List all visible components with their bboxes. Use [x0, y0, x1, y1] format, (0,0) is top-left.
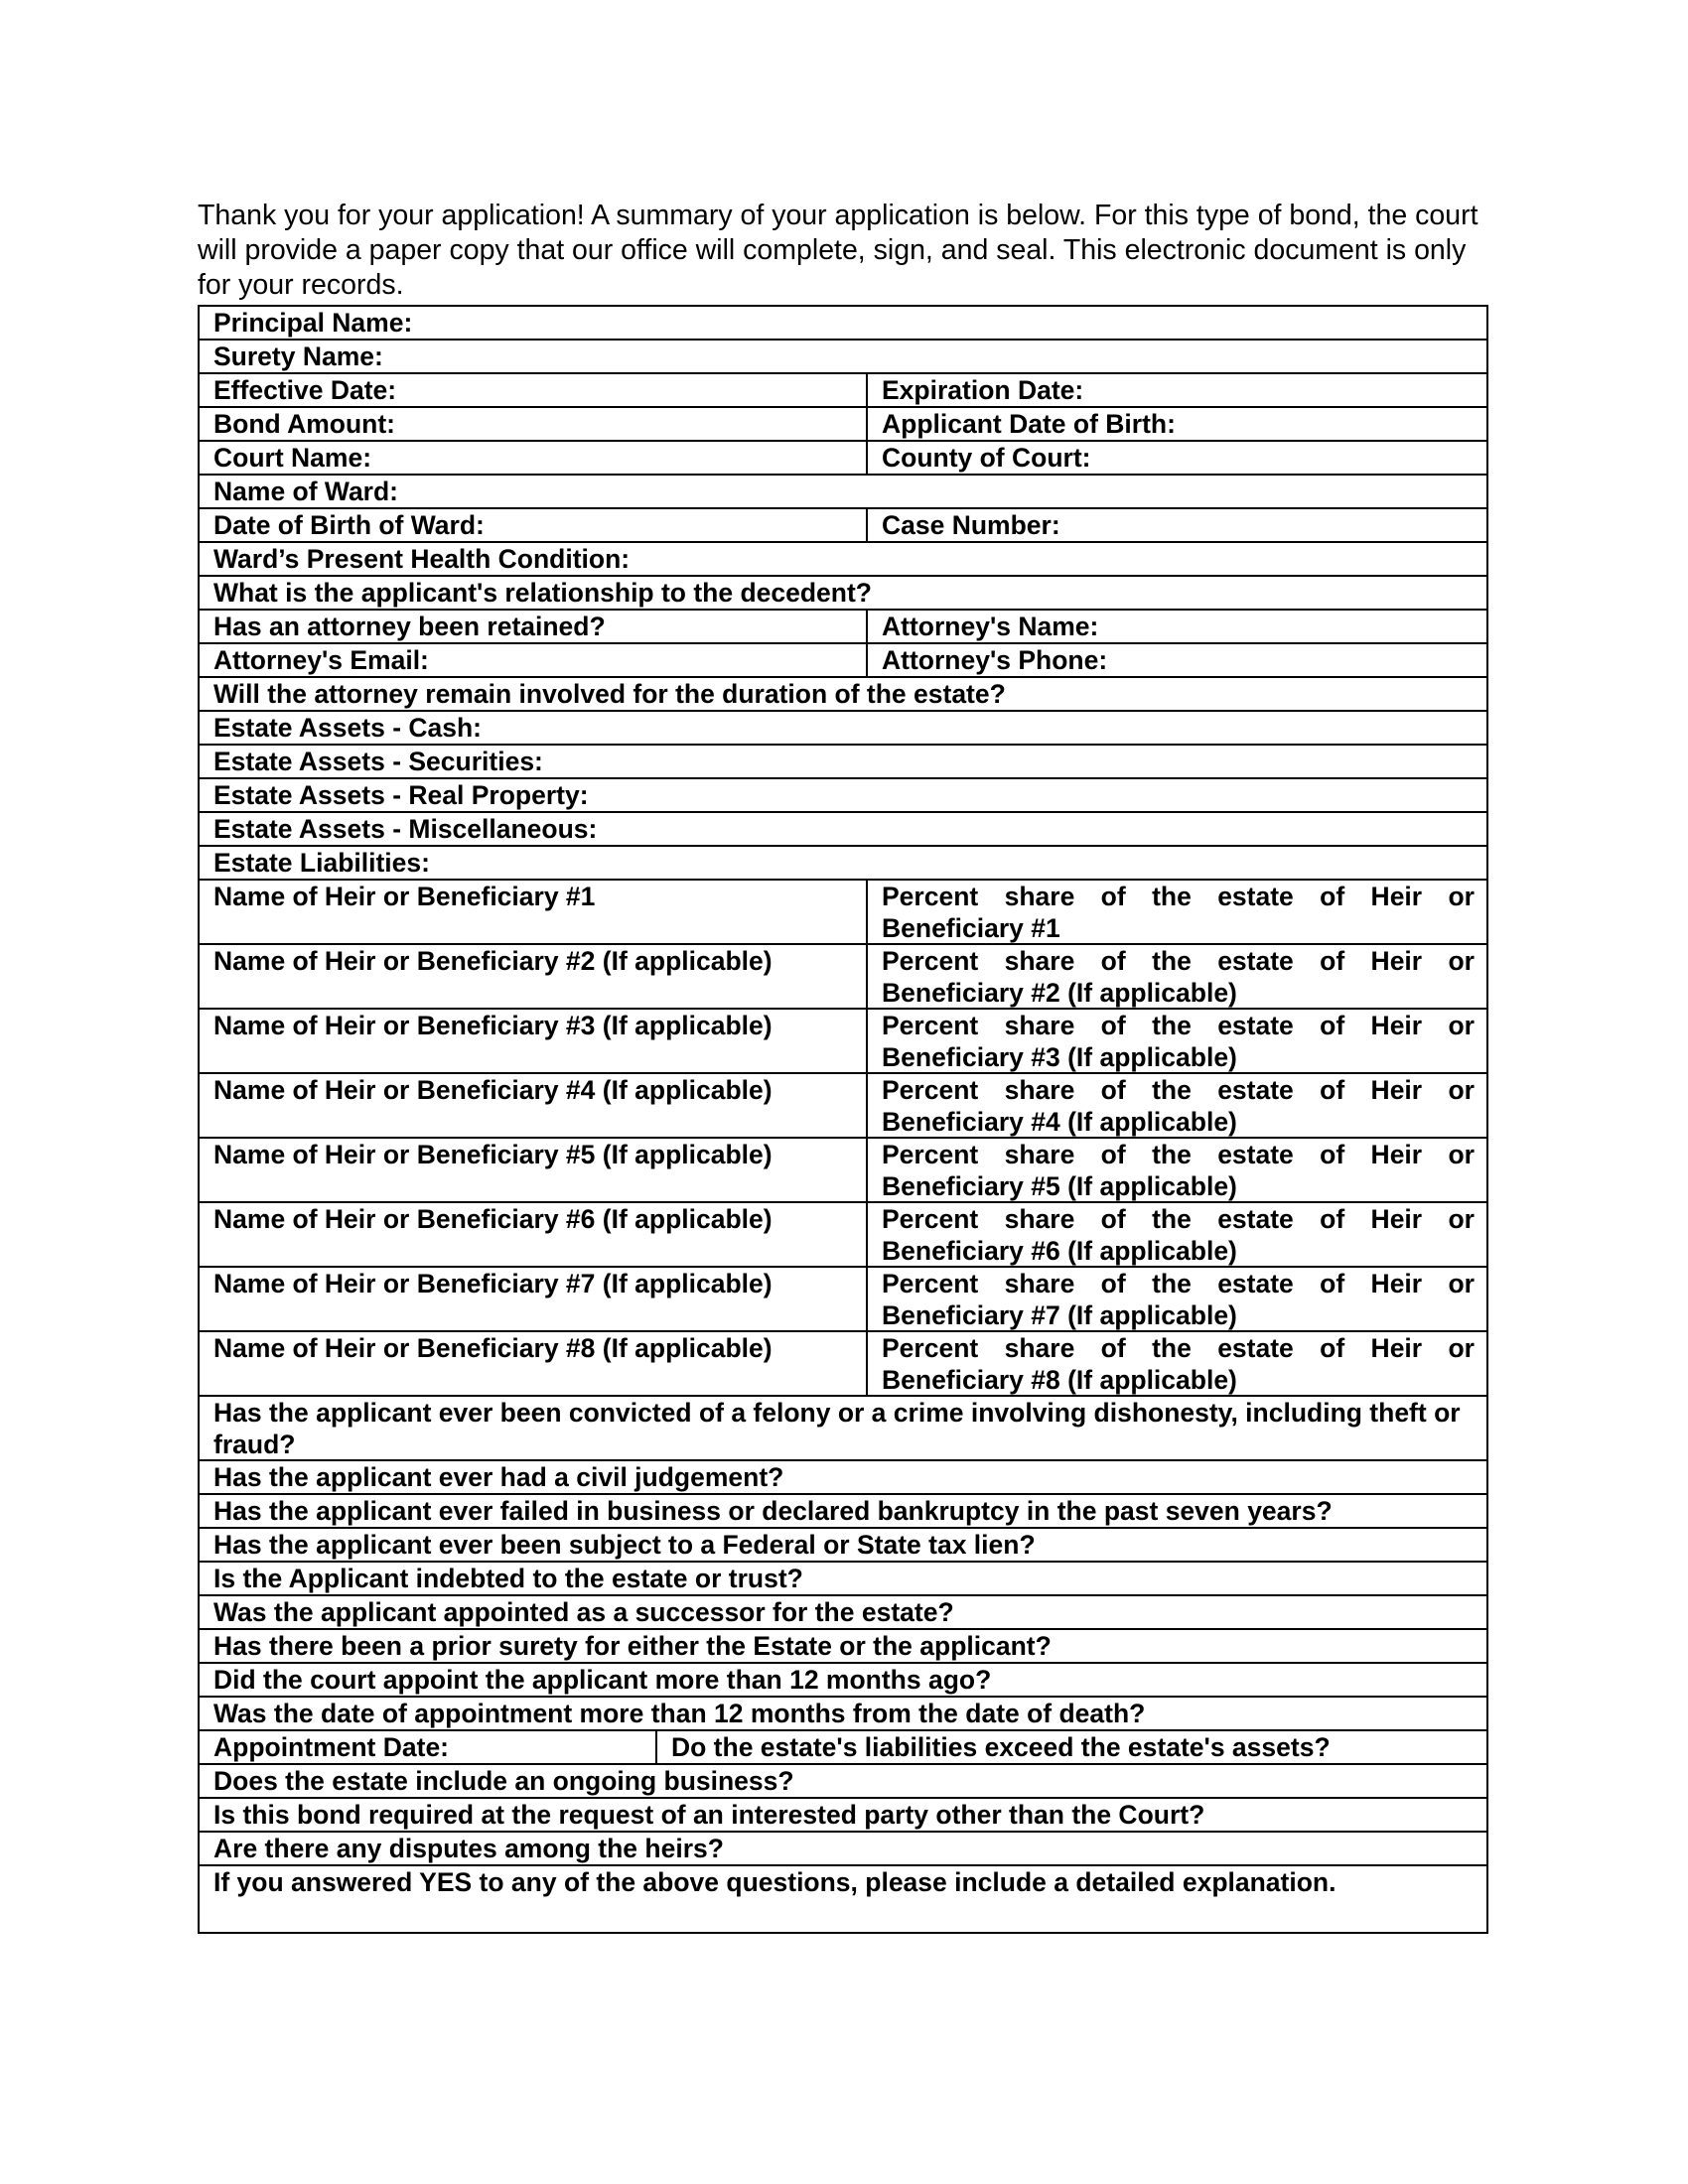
- expiration-date-label: Expiration Date:: [882, 375, 1084, 405]
- prior-surety-question: Has there been a prior surety for either the Estate or the applicant?: [213, 1631, 1052, 1661]
- successor-question: Was the applicant appointed as a successor for the estate?: [213, 1597, 954, 1627]
- table-row: [200, 847, 1486, 881]
- table-row: [200, 408, 1486, 442]
- bond-amount-label: Bond Amount:: [200, 408, 868, 440]
- relationship-label: What is the applicant's relationship to the decedent?: [213, 578, 872, 608]
- appointed-12mo-question: Did the court appoint the applicant more than 12 months ago?: [213, 1665, 992, 1695]
- heir-share-label: Percent share of the estate of Heir or Beneficiary #5 (If applicable): [882, 1140, 1475, 1201]
- heir-row: [200, 1074, 1486, 1139]
- table-row: [200, 1630, 1486, 1664]
- table-row: [200, 644, 1486, 678]
- document-page: [198, 199, 1488, 1934]
- table-row: [200, 712, 1486, 746]
- heir-share-label: Percent share of the estate of Heir or Beneficiary #4 (If applicable): [882, 1075, 1475, 1137]
- table-row: [200, 341, 1486, 374]
- table-row: [200, 813, 1486, 847]
- appointment-date-of-death-question: Was the date of appointment more than 12 months from the date of death?: [213, 1699, 1146, 1728]
- heir-share-label: Percent share of the estate of Heir or Beneficiary #2 (If applicable): [882, 946, 1475, 1008]
- bankruptcy-question: Has the applicant ever failed in business or declared bankruptcy in the past seven years?: [213, 1496, 1333, 1526]
- table-row: [200, 746, 1486, 779]
- disputes-question: Are there any disputes among the heirs?: [213, 1834, 724, 1863]
- table-row: [200, 611, 1486, 644]
- table-row: [200, 1765, 1486, 1799]
- heir-name-label: Name of Heir or Beneficiary #2 (If applicable): [200, 945, 868, 1008]
- felony-question: Has the applicant ever been convicted of a felony or a crime involving dishonesty, including theft or fraud?: [213, 1398, 1461, 1459]
- ongoing-business-question: Does the estate include an ongoing business?: [213, 1766, 794, 1796]
- table-row: [200, 1397, 1486, 1461]
- heir-share-label: Percent share of the estate of Heir or Beneficiary #1: [882, 882, 1475, 943]
- heir-row: [200, 1332, 1486, 1397]
- heir-name-label: Name of Heir or Beneficiary #1: [200, 881, 868, 943]
- attorney-name-label: Attorney's Name:: [882, 612, 1099, 641]
- surety-name-label: Surety Name:: [213, 341, 383, 371]
- heir-row: [200, 1139, 1486, 1203]
- attorney-phone-label: Attorney's Phone:: [882, 645, 1108, 675]
- tax-lien-question: Has the applicant ever been subject to a Federal or State tax lien?: [213, 1530, 1036, 1560]
- heir-name-label: Name of Heir or Beneficiary #3 (If applicable): [200, 1010, 868, 1072]
- heir-name-label: Name of Heir or Beneficiary #6 (If applicable): [200, 1203, 868, 1266]
- attorney-email-label: Attorney's Email:: [200, 644, 868, 676]
- attorney-remain-label: Will the attorney remain involved for the duration of the estate?: [213, 679, 1006, 709]
- estate-liabilities-label: Estate Liabilities:: [213, 848, 430, 878]
- assets-real-property-label: Estate Assets - Real Property:: [213, 780, 589, 810]
- name-of-ward-label: Name of Ward:: [213, 477, 399, 506]
- attorney-retained-label: Has an attorney been retained?: [200, 611, 868, 642]
- assets-cash-label: Estate Assets - Cash:: [213, 713, 483, 743]
- heir-share-label: Percent share of the estate of Heir or Beneficiary #8 (If applicable): [882, 1333, 1475, 1395]
- intro-paragraph: Thank you for your application! A summary of your application is below. For this type of bond, the court will provide a paper copy that our office will complete, sign, and seal. This electronic document is only for your records.: [198, 200, 1478, 301]
- assets-misc-label: Estate Assets - Miscellaneous:: [213, 814, 598, 844]
- application-summary-table: [198, 305, 1488, 1934]
- heir-row: [200, 1203, 1486, 1268]
- table-row: [200, 442, 1486, 476]
- indebted-question: Is the Applicant indebted to the estate or trust?: [213, 1564, 803, 1593]
- heir-row: [200, 1010, 1486, 1074]
- appointment-date-label: Appointment Date:: [200, 1731, 657, 1763]
- heir-row: [200, 945, 1486, 1010]
- heir-share-label: Percent share of the estate of Heir or Beneficiary #6 (If applicable): [882, 1204, 1475, 1266]
- table-row: [200, 1866, 1486, 1932]
- applicant-dob-label: Applicant Date of Birth:: [882, 409, 1176, 439]
- table-row: [200, 1596, 1486, 1630]
- heir-name-label: Name of Heir or Beneficiary #7 (If applicable): [200, 1268, 868, 1330]
- table-row: [200, 1664, 1486, 1698]
- table-row: [200, 1731, 1486, 1765]
- table-row: [200, 1529, 1486, 1563]
- heir-name-label: Name of Heir or Beneficiary #8 (If applicable): [200, 1332, 868, 1395]
- table-row: [200, 374, 1486, 408]
- ward-health-label: Ward’s Present Health Condition:: [213, 544, 631, 574]
- effective-date-label: Effective Date:: [200, 374, 868, 406]
- heir-name-label: Name of Heir or Beneficiary #5 (If applicable): [200, 1139, 868, 1201]
- heir-row: [200, 1268, 1486, 1332]
- civil-judgement-question: Has the applicant ever had a civil judgement?: [213, 1462, 784, 1492]
- heir-name-label: Name of Heir or Beneficiary #4 (If applicable): [200, 1074, 868, 1137]
- table-row: [200, 543, 1486, 577]
- county-of-court-label: County of Court:: [882, 443, 1091, 473]
- table-row: [200, 678, 1486, 712]
- table-row: [200, 577, 1486, 611]
- heir-share-label: Percent share of the estate of Heir or Beneficiary #3 (If applicable): [882, 1011, 1475, 1072]
- table-row: [200, 1833, 1486, 1866]
- table-row: [200, 476, 1486, 509]
- table-row: [200, 1495, 1486, 1529]
- table-row: [200, 307, 1486, 341]
- assets-securities-label: Estate Assets - Securities:: [213, 747, 543, 776]
- court-name-label: Court Name:: [200, 442, 868, 474]
- principal-name-label: Principal Name:: [213, 308, 413, 338]
- explanation-prompt: If you answered YES to any of the above questions, please include a detailed explanation.: [213, 1867, 1336, 1897]
- table-row: [200, 1563, 1486, 1596]
- table-row: [200, 1799, 1486, 1833]
- liabilities-exceed-question: Do the estate's liabilities exceed the estate's assets?: [671, 1732, 1331, 1762]
- dob-of-ward-label: Date of Birth of Ward:: [200, 509, 868, 541]
- case-number-label: Case Number:: [882, 510, 1060, 540]
- table-row: [200, 509, 1486, 543]
- heir-share-label: Percent share of the estate of Heir or Beneficiary #7 (If applicable): [882, 1269, 1475, 1330]
- heir-row: [200, 881, 1486, 945]
- table-row: [200, 1698, 1486, 1731]
- table-row: [200, 1461, 1486, 1495]
- table-row: [200, 779, 1486, 813]
- interested-party-question: Is this bond required at the request of an interested party other than the Court?: [213, 1800, 1205, 1830]
